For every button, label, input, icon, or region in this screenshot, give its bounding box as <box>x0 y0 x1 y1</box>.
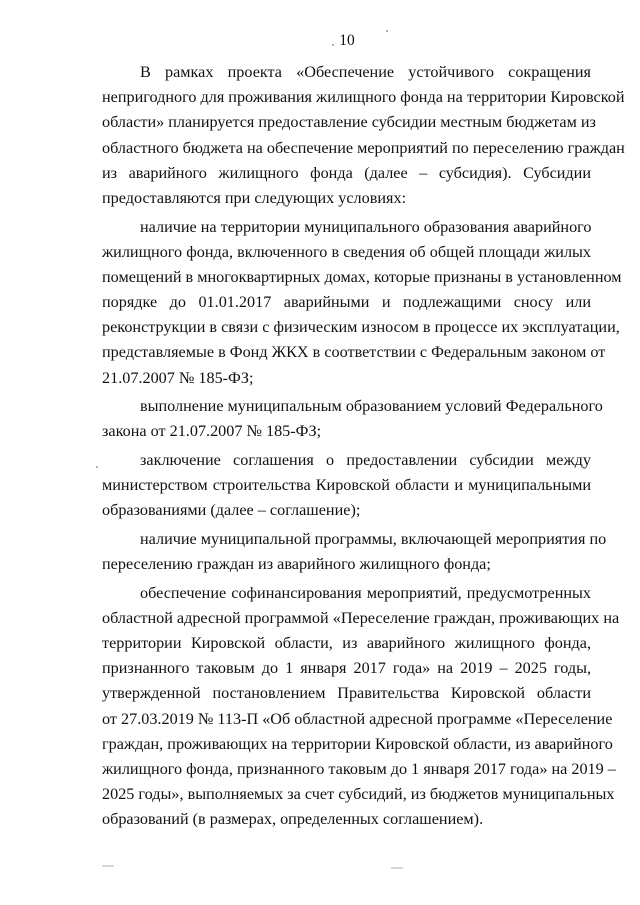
scan-mark <box>391 867 403 869</box>
text-line: 2025 годы», выполняемых за счет субсидий, из бюджетов муниципальных <box>102 785 615 804</box>
text-line: предоставляются при следующих условиях: <box>102 188 407 207</box>
paragraph-condition-emergency-housing <box>102 215 622 391</box>
text-line: наличие на территории муниципального образования аварийного <box>140 217 592 236</box>
text-line: помещений в многоквартирных домах, которые признаны в установленном <box>102 267 622 286</box>
text-line: непригодного для проживания жилищного фонда на территории Кировской <box>102 88 625 107</box>
paragraph-project-intro <box>102 60 625 211</box>
paragraph-condition-agreement <box>102 448 591 524</box>
text-line: из аварийного жилищного фонда (далее – субсидия). Субсидии <box>102 163 591 182</box>
text-line: области» планируется предоставление субсидии местным бюджетам из <box>102 113 596 132</box>
text-line: территории Кировской области, из аварийного жилищного фонда, <box>102 634 591 653</box>
text-line: министерством строительства Кировской области и муниципальными <box>102 476 591 495</box>
scan-speck <box>332 44 334 46</box>
text-line: образованиями (далее – соглашение); <box>102 501 361 520</box>
paragraph-condition-federal-law <box>102 394 603 444</box>
text-line: образований (в размерах, определенных соглашением). <box>102 810 484 829</box>
text-line: граждан, проживающих на территории Кировской области, из аварийного <box>102 734 613 753</box>
paragraph-condition-municipal-program <box>102 527 607 577</box>
text-line: обеспечение софинансирования мероприятий, предусмотренных <box>140 583 591 602</box>
text-line: жилищного фонда, включенного в сведения об общей площади жилых <box>102 242 591 261</box>
text-line: реконструкции в связи с физическим износом в процессе их эксплуатации, <box>102 318 620 337</box>
text-line: 21.07.2007 № 185-ФЗ; <box>102 368 254 387</box>
scan-speck <box>386 30 388 32</box>
text-line: областного бюджета на обеспечение мероприятий по переселению граждан <box>102 138 625 157</box>
text-line: порядке до 01.01.2017 аварийными и подлежащими сносу или <box>102 293 591 312</box>
paragraph-condition-cofinancing <box>102 581 620 833</box>
text-line: представляемые в Фонд ЖКХ в соответствии с Федеральным законом от <box>102 343 606 362</box>
text-line: переселению граждан из аварийного жилищного фонда; <box>102 555 491 574</box>
text-line: выполнение муниципальным образованием условий Федерального <box>140 397 603 416</box>
text-line: наличие муниципальной программы, включающей мероприятия по <box>140 529 607 548</box>
text-line: утвержденной постановлением Правительства Кировской области <box>102 684 591 703</box>
page-number: 10 <box>339 32 355 49</box>
text-line: признанного таковым до 1 января 2017 года» на 2019 – 2025 годы, <box>102 659 591 678</box>
text-line: закона от 21.07.2007 № 185-ФЗ; <box>102 422 322 441</box>
scan-mark <box>102 865 114 867</box>
document-body <box>102 60 625 833</box>
text-line: областной адресной программой «Переселение граждан, проживающих на <box>102 608 620 627</box>
text-line: заключение соглашения о предоставлении субсидии между <box>140 450 591 469</box>
text-line: жилищного фонда, признанного таковым до 1 января 2017 года» на 2019 – <box>102 760 616 779</box>
scan-speck <box>96 466 98 468</box>
text-line: В рамках проекта «Обеспечение устойчивого сокращения <box>140 63 591 81</box>
text-line: от 27.03.2019 № 113-П «Об областной адресной программе «Переселение <box>102 709 613 728</box>
